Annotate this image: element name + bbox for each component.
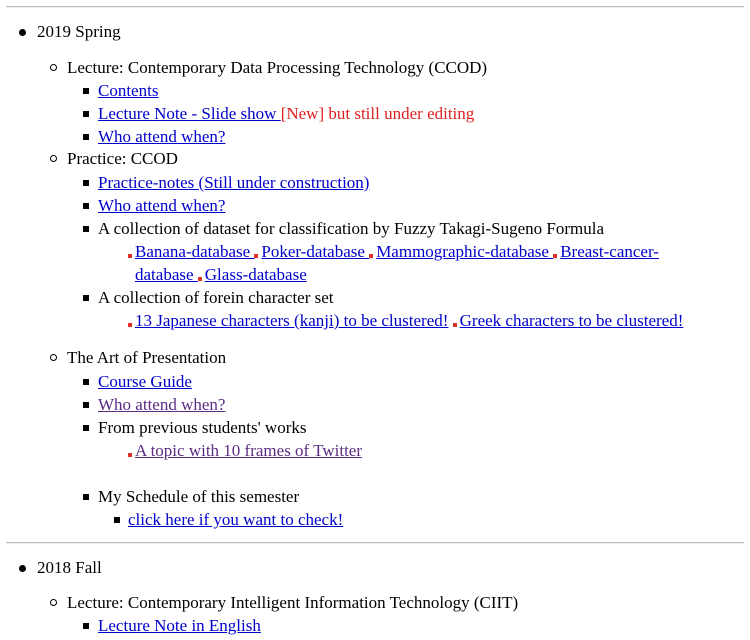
red-dot-icon [128,453,132,457]
greek-characters-link[interactable]: Greek characters to be clustered! [459,311,684,330]
character-links-row [128,311,683,331]
banana-database-link[interactable]: Banana-database [135,242,255,261]
item-bullet [83,88,89,94]
section-title-2019-spring: 2019 Spring [37,22,121,41]
red-dot-icon [369,254,373,258]
breast-cancer-database-link[interactable]: Breast-cancer- [560,242,659,261]
japanese-kanji-link[interactable]: 13 Japanese characters (kanji) to be clustered! [135,311,449,330]
group-bullet [50,354,57,361]
item-bullet [83,134,89,140]
who-attend-link-lecture[interactable]: Who attend when? [98,127,226,146]
item-bullet [83,402,89,408]
breast-cancer-database-link-cont[interactable]: database [135,265,198,284]
lecture-note-row [98,104,474,124]
item-bullet [83,226,89,232]
group-bullet [50,155,57,162]
item-bullet [83,180,89,186]
item-bullet [83,203,89,209]
item-bullet [114,517,120,523]
item-bullet [83,379,89,385]
section-title-2018-fall: 2018 Fall [37,558,102,577]
schedule-label: My Schedule of this semester [98,487,300,506]
item-bullet [83,425,89,431]
red-dot-icon [553,254,557,258]
item-bullet [83,623,89,629]
new-editing-note: [New] but still under editing [280,104,475,123]
schedule-check-link[interactable]: click here if you want to check! [128,510,344,529]
dataset-collection-label: A collection of dataset for classification by Fuzzy Takagi-Sugeno Formula [98,219,605,238]
group-title-lecture-ccod: Lecture: Contemporary Data Processing Technology (CCOD) [67,58,488,77]
who-attend-link-presentation[interactable]: Who attend when? [98,395,226,414]
red-dot-icon [254,254,258,258]
who-attend-link-practice[interactable]: Who attend when? [98,196,226,215]
group-title-art-of-presentation: The Art of Presentation [67,348,227,367]
red-dot-icon [453,323,457,327]
dataset-links-row-1 [128,242,659,262]
twitter-topic-link[interactable]: A topic with 10 frames of Twitter [135,441,363,460]
lecture-note-slideshow-link[interactable]: Lecture Note - Slide show [98,104,281,123]
contents-link[interactable]: Contents [98,81,159,100]
character-set-label: A collection of forein character set [98,288,334,307]
mammographic-database-link[interactable]: Mammographic-database [376,242,554,261]
practice-notes-link[interactable]: Practice-notes (Still under construction) [98,173,370,192]
red-dot-icon [198,277,202,281]
red-dot-icon [128,254,132,258]
group-title-practice-ccod: Practice: CCOD [67,149,178,168]
group-bullet [50,599,57,606]
twitter-topic-row [128,441,362,461]
course-guide-link[interactable]: Course Guide [98,372,192,391]
section-bullet [19,565,26,572]
group-title-lecture-ciit: Lecture: Contemporary Intelligent Information Technology (CIIT) [67,593,519,612]
group-bullet [50,64,57,71]
previous-works-label: From previous students' works [98,418,307,437]
item-bullet [83,111,89,117]
poker-database-link[interactable]: Poker-database [261,242,370,261]
section-bullet [19,29,26,36]
top-divider [6,6,744,8]
red-dot-icon [128,323,132,327]
section-divider [6,542,744,544]
item-bullet [83,295,89,301]
dataset-links-row-2 [135,265,307,285]
lecture-note-english-link[interactable]: Lecture Note in English [98,616,261,635]
item-bullet [83,494,89,500]
glass-database-link[interactable]: Glass-database [204,265,307,284]
